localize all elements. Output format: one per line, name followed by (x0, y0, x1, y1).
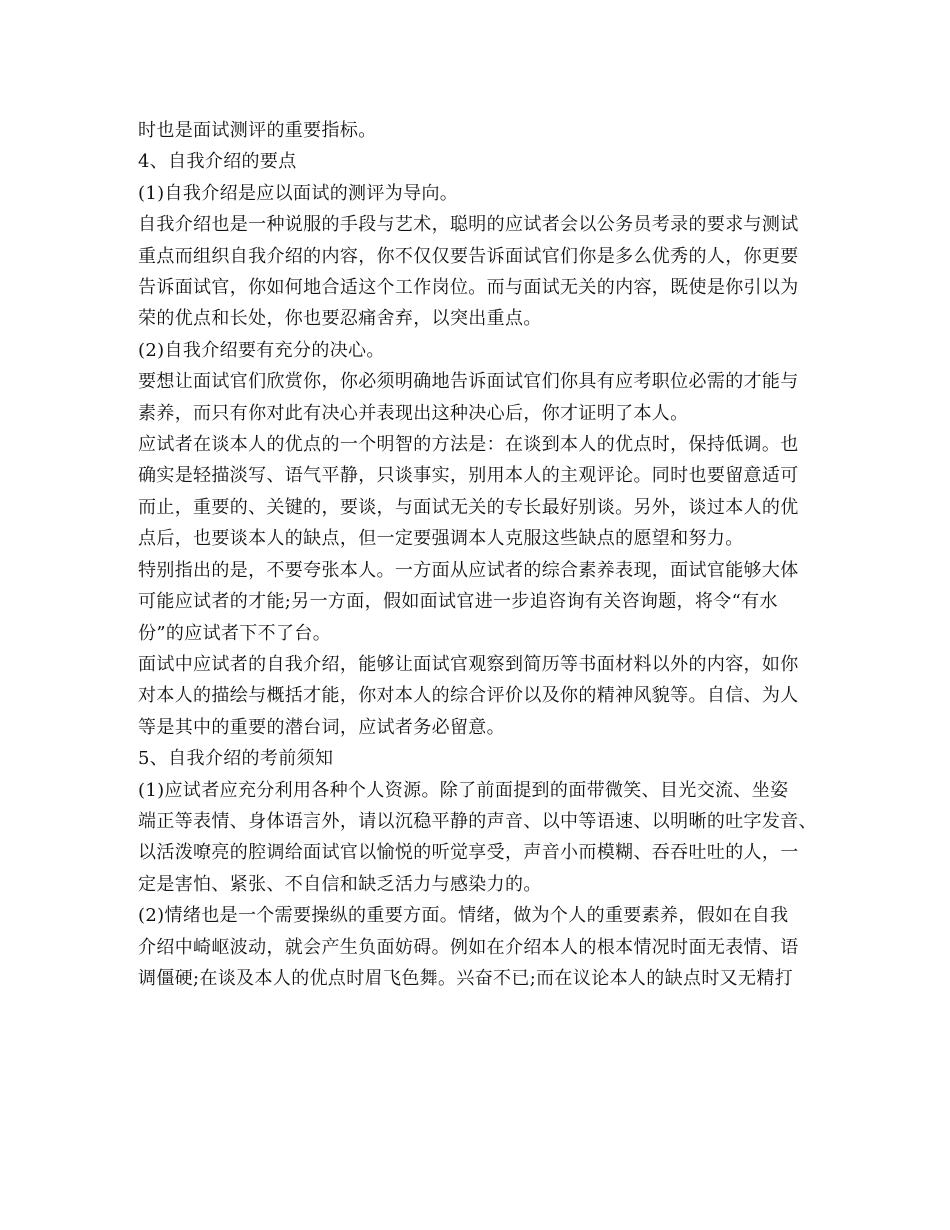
text-line: 点后，也要谈本人的缺点，但一定要强调本人克服这些缺点的愿望和努力。 (138, 528, 744, 550)
text-line: 特别指出的是，不要夸张本人。一方面从应试者的综合素养表现，面试官能够大体 (138, 559, 799, 581)
text-line: 告诉面试官，你如何地合适这个工作岗位。而与面试无关的内容，既使是你引以为 (138, 277, 799, 299)
text-line: 以活泼嘹亮的腔调给面试官以愉悦的听觉享受，声音小而模糊、吞吞吐吐的人，一 (138, 842, 799, 864)
text-line: 等是其中的重要的潜台词，应试者务必留意。 (138, 716, 505, 738)
text-line: 而止，重要的、关键的，要谈，与面试无关的专长最好别谈。另外，谈过本人的优 (138, 496, 799, 518)
text-line: 面试中应试者的自我介绍，能够让面试官观察到简历等书面材料以外的内容，如你 (138, 653, 799, 675)
text-line: 对本人的描绘与概括才能，你对本人的综合评价以及你的精神风貌等。自信、为人 (138, 685, 799, 707)
text-line: 要想让面试官们欣赏你，你必须明确地告诉面试官们你具有应考职位必需的才能与 (138, 371, 799, 393)
text-line: 自我介绍也是一种说服的手段与艺术，聪明的应试者会以公务员考录的要求与测试 (138, 214, 799, 236)
text-line: (1)应试者应充分利用各种个人资源。除了前面提到的面带微笑、目光交流、坐姿 (138, 779, 789, 801)
text-line: 时也是面试测评的重要指标。 (138, 120, 377, 141)
text-line: 端正等表情、身体语言外，请以沉稳平静的声音、以中等语速、以明晰的吐字发音、 (138, 810, 817, 832)
text-line: 可能应试者的才能;另一方面，假如面试官进一步追咨询有关咨询题，将令“有水 (138, 591, 778, 613)
subsection-heading: (1)自我介绍是应以面试的测评为导向。 (138, 182, 459, 204)
text-line: 确实是轻描淡写、语气平静，只谈事实，别用本人的主观评论。同时也要留意适可 (138, 465, 799, 487)
text-line: 份”的应试者下不了台。 (138, 622, 332, 644)
text-line: 重点而组织自我介绍的内容，你不仅仅要告诉面试官们你是多么优秀的人，你更要 (138, 245, 799, 267)
text-line: 素养，而只有你对此有决心并表现出这种决心后，你才证明了本人。 (138, 402, 689, 424)
section-heading: 5、自我介绍的考前须知 (138, 748, 334, 770)
text-line: 定是害怕、紧张、不自信和缺乏活力与感染力的。 (138, 873, 542, 895)
text-line: (2)情绪也是一个需要操纵的重要方面。情绪，做为个人的重要素养，假如在自我 (138, 905, 789, 927)
text-line: 调僵硬;在谈及本人的优点时眉飞色舞。兴奋不已;而在议论本人的缺点时又无精打 (138, 967, 794, 989)
section-heading: 4、自我介绍的要点 (138, 151, 297, 173)
document-body (138, 115, 818, 994)
subsection-heading: (2)自我介绍要有充分的决心。 (138, 339, 385, 361)
text-line: 介绍中崎岖波动，就会产生负面妨碍。例如在介绍本人的根本情况时面无表情、语 (138, 936, 799, 958)
text-line: 应试者在谈本人的优点的一个明智的方法是：在谈到本人的优点时，保持低调。也 (138, 434, 799, 456)
text-line: 荣的优点和长处，你也要忍痛舍弃，以突出重点。 (138, 308, 542, 330)
